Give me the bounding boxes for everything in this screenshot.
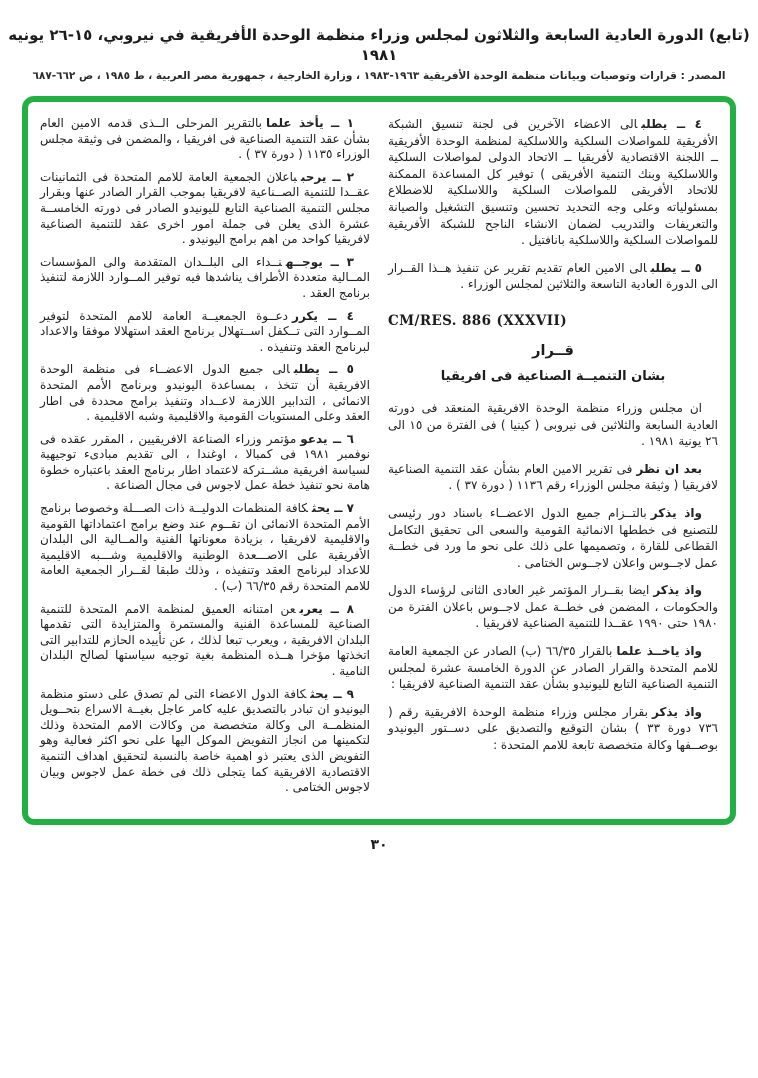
item-text: الى الامين العام تقديم تقرير عن تنفيذ هــذا القــرار الى الدورة العادية التاسعة والثلاثين لمجلس الوزراء .: [388, 260, 718, 292]
item-lead: ٢ ــ يرحب: [300, 169, 355, 184]
resolution-reference: CM/RES. 886 (XXXVII): [388, 312, 567, 329]
preamble-text: ايضا بقــرار المؤتمر غير العادى الثانى لرؤساء الدول والحكومات ، المضمن فى خطــة عمل لاجــوس باعلان الفترة من ١٩٨٠ حتى ١٩٩٠ عقــدا للتنمية الصناعية لافريقيا .: [388, 583, 718, 631]
preamble-paragraph: [388, 643, 718, 693]
item-lead: ٦ ــ يدعو: [300, 431, 354, 446]
item-lead: ١ ــ يأخذ علما: [265, 116, 354, 130]
item-lead: ٧ ــ يحث: [311, 501, 354, 516]
source-citation: المصدر : قرارات وتوصيات وبيانات منظمة الوحدة الأفريقية ١٩٦٣-١٩٨٣ ، وزارة الخارجية ، جمهورية مصر العربية ، ط ١٩٨٥ ، ص ٦٦٢-٦٨٧: [32, 70, 726, 82]
left-column: [40, 116, 370, 803]
preamble-paragraph: [388, 400, 718, 450]
preamble-lead: واذ يذكر: [653, 583, 702, 598]
item-lead: ٨ ــ يعرب: [299, 601, 354, 616]
resolution-item-2: [40, 170, 370, 248]
resolution-item-9: [40, 687, 370, 796]
item-text: كافة المنظمات الدوليــة ذات الصـــلة وخصوصا برنامج الأمم المتحدة الانمائى ان تقــوم عند وضع برامج اعتماداتها القومية والاقليمية لافريقيا ، بزيادة معوناتها الفنية والمــالية الى البلدان الأفريقية على الاصـــعدة الوطنية والاقليمية وشـــبه الاقليمية للاعداد لبرنامج العقد وتنفيذه ، وذلك طبقا لقــرار الجمعية العامة للامم المتحدة رقم ٦٦/٣٥ (ب) .: [40, 501, 370, 594]
resolution-item-5: [388, 260, 718, 293]
preamble-paragraph: [388, 505, 718, 571]
page-header: [0, 0, 758, 82]
right-column: [388, 116, 718, 803]
item-text: عن امتنانه العميق لمنظمة الامم المتحدة للتنمية الصناعية للمساعدة الفنية والمستمرة والمتزايدة التى تقدمها البلدان الافريقية ، ويعرب تبعا لذلك ، عن تأييده الحازم للتدابير التى اتخذتها مؤخرا هــذه المنظمة بغية توجيه سياستها لصالح البلدان النامية .: [40, 601, 370, 678]
item-lead: ٣ ــ يوجــه: [285, 254, 354, 269]
item-text: مؤتمر وزراء الصناعة الافريقيين ، المقرر عقده فى نوفمبر ١٩٨١ فى كمبالا ، اوغندا ، الى تقديم مبادىء توجيهية لسياسة افريقية مشــتركة لاعتماد اطار برنامج العقد باعتباره خطوة هامة نحو تنفيذ خطة عمل لاجوس فى مجال الصناعة .: [40, 431, 370, 493]
resolution-subtitle: بشان التنميــة الصناعية فى افريقيا: [440, 368, 666, 384]
item-text: دعــوة الجمعيــة العامة للامم المتحدة لتوفير المــوارد التى تــكفل اســتهلال برنامج العقد استهلالا موفقا والاعداد لبرنامج العقد وتنفيذه .: [40, 308, 370, 354]
preamble-text: ان مجلس وزراء منظمة الوحدة الافريقية المنعقد فى دورته العادية السابعة والثلاثين فى نيروبى ( كينيا ) فى الفترة من ١٥ الى ٢٦ يونية ١٩٨١ .: [388, 400, 719, 449]
green-border-box: [22, 96, 736, 825]
preamble-paragraph: [388, 461, 718, 494]
preamble-paragraph: [388, 582, 718, 632]
resolution-item-7: [40, 501, 370, 595]
resolution-title: قــرار: [532, 342, 574, 359]
item-lead: ٤ ــ يكرر: [292, 308, 354, 323]
preamble-paragraph: [388, 704, 718, 754]
resolution-item-3: [40, 255, 370, 302]
item-text: كافة الدول الاعضاء التى لم تصدق على دستو منظمة اليونيدو ان تبادر بالتصديق عليه كامر عاجل بغيــة الاسراع بتحــويل المنظمــة الى وكالة متخصصة من وكالات الامم المتحدة وذلك لتكمينها من انجاز التفويض الموكل اليها على نحو اكثر فعالية وهو التفويض الذى يعتبر ذو اهمية خاصة بالنسبة لتحقيق اهداف التنمية الاقتصادية الافريقية كما يتجلى ذلك فى خطة عمل لاجوس وبيان لاجوس الختامى .: [40, 686, 370, 795]
resolution-item-4: [388, 116, 718, 249]
preamble-text: بالتــزام جميع الدول الاعضــاء باسناد دور رئيسى للتصنيع فى خططها الانمائية القومية والسعى الى تحقيق التكامل القطاعى للقارة ، وتصميمها على ذلك على نحو ما ورد فى خطــة عمل لاجــوس واعلان لاجــوس الختامى .: [388, 505, 718, 570]
item-text: الى جميع الدول الاعضــاء فى منظمة الوحدة الافريقية أن تتخذ ، بمساعدة اليونيدو وبرنامج الأمم المتحدة الانمائى ، التدابير اللازمة لاعــداد وتنفيذ برامج محددة فى اطار العقد وعلى المستويات القومية والاقليمية وشبه الاقليمية .: [40, 362, 370, 424]
preamble-lead: بعد ان نظر: [636, 461, 702, 476]
resolution-item-4b: [40, 309, 370, 356]
resolution-item-8: [40, 602, 370, 680]
preamble-text: بالقرار ٦٦/٣٥ (ب) الصادر عن الجمعية العامة للامم المتحدة والقرار الصادر عن الدورة الخامسة عشرة لمجلس التنمية الصناعية التابع لليونيدو بشأن عقد التنمية الصناعية لافريقيا :: [388, 644, 718, 692]
item-lead: ٩ ــ يحث: [310, 686, 354, 701]
preamble-text: فى تقرير الامين العام بشأن عقد التنمية الصناعية لافريقيا ( وثيقة مجلس الوزراء رقم ١١٣٦ ( دورة ٣٧ ) .: [388, 461, 718, 493]
two-column-layout: [40, 116, 718, 803]
preamble-lead: واذ يذكر: [650, 505, 702, 520]
preamble-lead: واذ يذكر: [651, 704, 702, 719]
item-text: بالتقرير المرحلى الــذى قدمه الامين العام بشأن عقد التنمية الصناعية فى افريقيا ، والمضمن فى وثيقة مجلس الوزراء ١١٣٥ ( دورة ٣٧ ) .: [40, 116, 370, 162]
preamble-text: بقرار مجلس وزراء منظمة الوحدة الافريقية رقم ( ٧٣٦ دورة ٣٣ ) بشان التوقيع والتصديق على دســتور اليونيدو بوصــفها وكالة متخصصة تابعة للامم المتحدة :: [388, 704, 718, 753]
item-lead: ٥ ــ يطلب: [650, 260, 702, 275]
resolution-item-6: [40, 432, 370, 494]
item-text: نــداء الى البلــدان المتقدمة والى المؤسسات المــالية متعددة الأطراف يناشدها فيه توفير المــوارد اللازمة لتنفيذ برنامج العقد .: [40, 254, 370, 300]
session-title: (تابع) الدورة العادية السابعة والثلاثون لمجلس وزراء منظمة الوحدة الأفريقية في نيروبي، ١٥-٢٦ يونيه ١٩٨١: [8, 26, 750, 64]
item-text: باعلان الجمعية العامة للامم المتحدة فى الثمانينات عقــدا للتنمية الصــناعية لافريقيا بموجب القرار الصادر عنها وبقرار مجلس التنمية الصناعية التابع لليونيدو الصادر فى دورته الخامســة عشرة الذى يعلن فى جملة امور اخرى عقد للتنمية الصناعية لافريقيا كواحد من اهم برامج اليونيدو .: [40, 169, 370, 247]
resolution-item-1: [40, 116, 370, 163]
item-lead: ٤ ــ يطلب: [641, 117, 702, 131]
resolution-item-5b: [40, 362, 370, 424]
preamble-lead: واذ ياخــذ علما: [616, 644, 702, 659]
page-number: ٣٠: [370, 836, 388, 853]
item-text: الى الاعضاء الآخرين فى لجنة تنسيق الشبكة الأفريقية للمواصلات السلكية واللاسلكية لمنظمة الوحدة الأفريقية ــ اللجنة الاقتصادية لأفريقيا ــ الاتحاد الدولى لمواصلات السلكية واللاسلكية وبنك التنمية الأفريقى ) توفير كل المساعدة الممكنة للاتحاد الأفريقى للمواصلات السلكية واللاسلكية للاضطلاع بمسئولياته وعلى وجه التحديد تحسين وتنسيق التشغيل والصيانة والتعريفات والتدريب لضمان الانشاء الناجح للشبكة الأفريقية للمواصلات السلكية واللاسلكية بانافتيل .: [388, 117, 718, 248]
item-lead: ٥ ــ يطلب: [293, 362, 354, 377]
